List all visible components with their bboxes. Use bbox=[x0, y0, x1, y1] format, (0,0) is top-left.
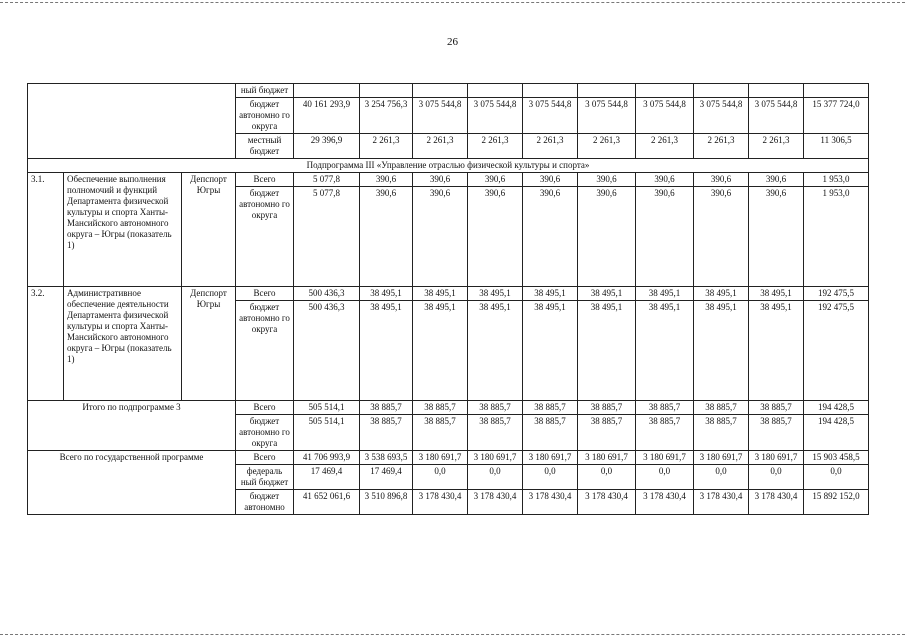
year-value-cell: 38 495,1 bbox=[468, 287, 523, 301]
year-value-cell: 3 510 896,8 bbox=[360, 490, 413, 515]
year-value-cell: 38 885,7 bbox=[578, 415, 636, 451]
total-cell: 41 652 061,6 bbox=[294, 490, 360, 515]
year-value-cell: 3 180 691,7 bbox=[468, 451, 523, 465]
source-cell: ный бюджет bbox=[236, 84, 294, 98]
item-executor: Депспорт Югры bbox=[182, 287, 236, 401]
year-value-cell: 3 180 691,7 bbox=[523, 451, 578, 465]
year-value-cell: 38 495,1 bbox=[413, 287, 468, 301]
year-value-cell: 11 306,5 bbox=[804, 134, 869, 159]
year-value-cell: 3 180 691,7 bbox=[413, 451, 468, 465]
budget-table bbox=[27, 83, 869, 515]
year-value-cell: 192 475,5 bbox=[804, 301, 869, 401]
table-row bbox=[28, 287, 869, 301]
year-value-cell bbox=[636, 84, 694, 98]
table-row bbox=[28, 401, 869, 415]
year-value-cell: 192 475,5 bbox=[804, 287, 869, 301]
total-label: Итого по подпрограмме 3 bbox=[28, 401, 236, 451]
total-cell: 500 436,3 bbox=[294, 287, 360, 301]
year-value-cell: 3 178 430,4 bbox=[523, 490, 578, 515]
year-value-cell bbox=[694, 84, 749, 98]
year-value-cell: 390,6 bbox=[468, 173, 523, 187]
year-value-cell: 3 178 430,4 bbox=[578, 490, 636, 515]
year-value-cell: 38 495,1 bbox=[578, 287, 636, 301]
year-value-cell: 3 075 544,8 bbox=[636, 98, 694, 134]
year-value-cell: 38 885,7 bbox=[636, 401, 694, 415]
year-value-cell: 38 885,7 bbox=[694, 415, 749, 451]
year-value-cell: 390,6 bbox=[413, 173, 468, 187]
total-cell: 5 077,8 bbox=[294, 173, 360, 187]
year-value-cell: 3 254 756,3 bbox=[360, 98, 413, 134]
source-cell: Всего bbox=[236, 401, 294, 415]
subprogram-row bbox=[28, 159, 869, 173]
year-value-cell: 2 261,3 bbox=[360, 134, 413, 159]
year-value-cell: 38 885,7 bbox=[413, 401, 468, 415]
source-cell: бюджет автономно го округа bbox=[236, 187, 294, 287]
year-value-cell bbox=[749, 84, 804, 98]
total-cell: 40 161 293,9 bbox=[294, 98, 360, 134]
item-name: Административное обеспечение деятельности Департамента физической культуры и спорта Ханты-Мансийского автономного округа – Югры (показатель 1) bbox=[64, 287, 182, 401]
year-value-cell: 38 885,7 bbox=[694, 401, 749, 415]
year-value-cell: 38 885,7 bbox=[468, 401, 523, 415]
year-value-cell: 2 261,3 bbox=[578, 134, 636, 159]
year-value-cell: 38 885,7 bbox=[523, 401, 578, 415]
year-value-cell: 38 885,7 bbox=[360, 401, 413, 415]
year-value-cell: 390,6 bbox=[523, 173, 578, 187]
year-value-cell: 38 885,7 bbox=[360, 415, 413, 451]
year-value-cell: 2 261,3 bbox=[636, 134, 694, 159]
year-value-cell: 194 428,5 bbox=[804, 401, 869, 415]
year-value-cell: 38 495,1 bbox=[578, 301, 636, 401]
source-cell: бюджет автономно го округа bbox=[236, 301, 294, 401]
source-cell: бюджет автономно го округа bbox=[236, 415, 294, 451]
table-row bbox=[28, 84, 869, 98]
year-value-cell: 3 075 544,8 bbox=[468, 98, 523, 134]
year-value-cell: 0,0 bbox=[749, 465, 804, 490]
year-value-cell bbox=[804, 84, 869, 98]
total-cell: 41 706 993,9 bbox=[294, 451, 360, 465]
year-value-cell: 38 495,1 bbox=[749, 301, 804, 401]
year-value-cell: 3 180 691,7 bbox=[694, 451, 749, 465]
source-cell: местный бюджет bbox=[236, 134, 294, 159]
year-value-cell: 38 495,1 bbox=[749, 287, 804, 301]
subprogram-title: Подпрограмма III «Управление отраслью физической культуры и спорта» bbox=[28, 159, 869, 173]
year-value-cell: 390,6 bbox=[468, 187, 523, 287]
year-value-cell: 1 953,0 bbox=[804, 173, 869, 187]
table-row bbox=[28, 451, 869, 465]
year-value-cell bbox=[523, 84, 578, 98]
item-number: 3.1. bbox=[28, 173, 64, 287]
year-value-cell bbox=[578, 84, 636, 98]
year-value-cell: 2 261,3 bbox=[468, 134, 523, 159]
year-value-cell: 390,6 bbox=[578, 187, 636, 287]
year-value-cell: 1 953,0 bbox=[804, 187, 869, 287]
year-value-cell: 390,6 bbox=[749, 187, 804, 287]
year-value-cell: 0,0 bbox=[636, 465, 694, 490]
year-value-cell: 38 495,1 bbox=[413, 301, 468, 401]
item-executor: Депспорт Югры bbox=[182, 173, 236, 287]
year-value-cell: 390,6 bbox=[578, 173, 636, 187]
year-value-cell: 390,6 bbox=[694, 173, 749, 187]
source-cell: бюджет автономно го округа bbox=[236, 98, 294, 134]
year-value-cell: 38 495,1 bbox=[360, 301, 413, 401]
item-name: Обеспечение выполнения полномочий и функций Департамента физической культуры и спорта Ханты-Мансийского автономного округа – Югры (показатель 1) bbox=[64, 173, 182, 287]
year-value-cell: 390,6 bbox=[694, 187, 749, 287]
source-cell: Всего bbox=[236, 287, 294, 301]
source-cell: Всего bbox=[236, 451, 294, 465]
source-cell: бюджет автономно bbox=[236, 490, 294, 515]
total-cell: 5 077,8 bbox=[294, 187, 360, 287]
year-value-cell: 17 469,4 bbox=[360, 465, 413, 490]
source-cell: Всего bbox=[236, 173, 294, 187]
year-value-cell: 38 495,1 bbox=[360, 287, 413, 301]
year-value-cell: 3 075 544,8 bbox=[578, 98, 636, 134]
year-value-cell: 0,0 bbox=[413, 465, 468, 490]
year-value-cell: 390,6 bbox=[636, 173, 694, 187]
year-value-cell: 0,0 bbox=[694, 465, 749, 490]
year-value-cell: 2 261,3 bbox=[523, 134, 578, 159]
year-value-cell bbox=[468, 84, 523, 98]
year-value-cell: 0,0 bbox=[468, 465, 523, 490]
year-value-cell: 3 178 430,4 bbox=[468, 490, 523, 515]
total-cell: 29 396,9 bbox=[294, 134, 360, 159]
year-value-cell: 3 180 691,7 bbox=[578, 451, 636, 465]
total-cell: 505 514,1 bbox=[294, 401, 360, 415]
year-value-cell: 3 075 544,8 bbox=[413, 98, 468, 134]
year-value-cell: 3 178 430,4 bbox=[694, 490, 749, 515]
year-value-cell: 390,6 bbox=[636, 187, 694, 287]
year-value-cell: 38 885,7 bbox=[749, 401, 804, 415]
table-body bbox=[28, 84, 869, 515]
scan-edge-bottom bbox=[0, 634, 905, 635]
year-value-cell: 3 180 691,7 bbox=[636, 451, 694, 465]
year-value-cell: 2 261,3 bbox=[413, 134, 468, 159]
source-cell: федераль ный бюджет bbox=[236, 465, 294, 490]
year-value-cell: 38 495,1 bbox=[636, 301, 694, 401]
year-value-cell: 3 075 544,8 bbox=[694, 98, 749, 134]
year-value-cell: 15 903 458,5 bbox=[804, 451, 869, 465]
year-value-cell: 38 495,1 bbox=[523, 287, 578, 301]
year-value-cell: 3 075 544,8 bbox=[523, 98, 578, 134]
year-value-cell: 390,6 bbox=[749, 173, 804, 187]
year-value-cell: 3 178 430,4 bbox=[636, 490, 694, 515]
scan-edge-top bbox=[0, 2, 905, 3]
year-value-cell: 390,6 bbox=[523, 187, 578, 287]
year-value-cell: 38 885,7 bbox=[749, 415, 804, 451]
total-label: Всего по государственной программе bbox=[28, 451, 236, 515]
year-value-cell: 38 885,7 bbox=[636, 415, 694, 451]
item-number: 3.2. bbox=[28, 287, 64, 401]
year-value-cell: 3 178 430,4 bbox=[413, 490, 468, 515]
year-value-cell: 390,6 bbox=[360, 187, 413, 287]
year-value-cell: 3 075 544,8 bbox=[749, 98, 804, 134]
year-value-cell: 3 180 691,7 bbox=[749, 451, 804, 465]
empty-cell bbox=[28, 84, 236, 159]
total-cell bbox=[294, 84, 360, 98]
year-value-cell: 38 885,7 bbox=[413, 415, 468, 451]
year-value-cell: 390,6 bbox=[360, 173, 413, 187]
year-value-cell: 15 377 724,0 bbox=[804, 98, 869, 134]
year-value-cell: 38 495,1 bbox=[636, 287, 694, 301]
total-cell: 500 436,3 bbox=[294, 301, 360, 401]
year-value-cell: 38 495,1 bbox=[694, 301, 749, 401]
year-value-cell: 0,0 bbox=[523, 465, 578, 490]
year-value-cell: 38 885,7 bbox=[578, 401, 636, 415]
page-number: 26 bbox=[447, 36, 458, 48]
year-value-cell: 38 885,7 bbox=[523, 415, 578, 451]
year-value-cell bbox=[360, 84, 413, 98]
year-value-cell: 3 538 693,5 bbox=[360, 451, 413, 465]
year-value-cell: 2 261,3 bbox=[694, 134, 749, 159]
total-cell: 17 469,4 bbox=[294, 465, 360, 490]
year-value-cell: 38 885,7 bbox=[468, 415, 523, 451]
year-value-cell: 0,0 bbox=[578, 465, 636, 490]
table-row bbox=[28, 173, 869, 187]
year-value-cell: 15 892 152,0 bbox=[804, 490, 869, 515]
year-value-cell: 38 495,1 bbox=[468, 301, 523, 401]
year-value-cell: 390,6 bbox=[413, 187, 468, 287]
year-value-cell: 0,0 bbox=[804, 465, 869, 490]
year-value-cell: 2 261,3 bbox=[749, 134, 804, 159]
total-cell: 505 514,1 bbox=[294, 415, 360, 451]
year-value-cell: 194 428,5 bbox=[804, 415, 869, 451]
year-value-cell bbox=[413, 84, 468, 98]
year-value-cell: 3 178 430,4 bbox=[749, 490, 804, 515]
year-value-cell: 38 495,1 bbox=[523, 301, 578, 401]
year-value-cell: 38 495,1 bbox=[694, 287, 749, 301]
